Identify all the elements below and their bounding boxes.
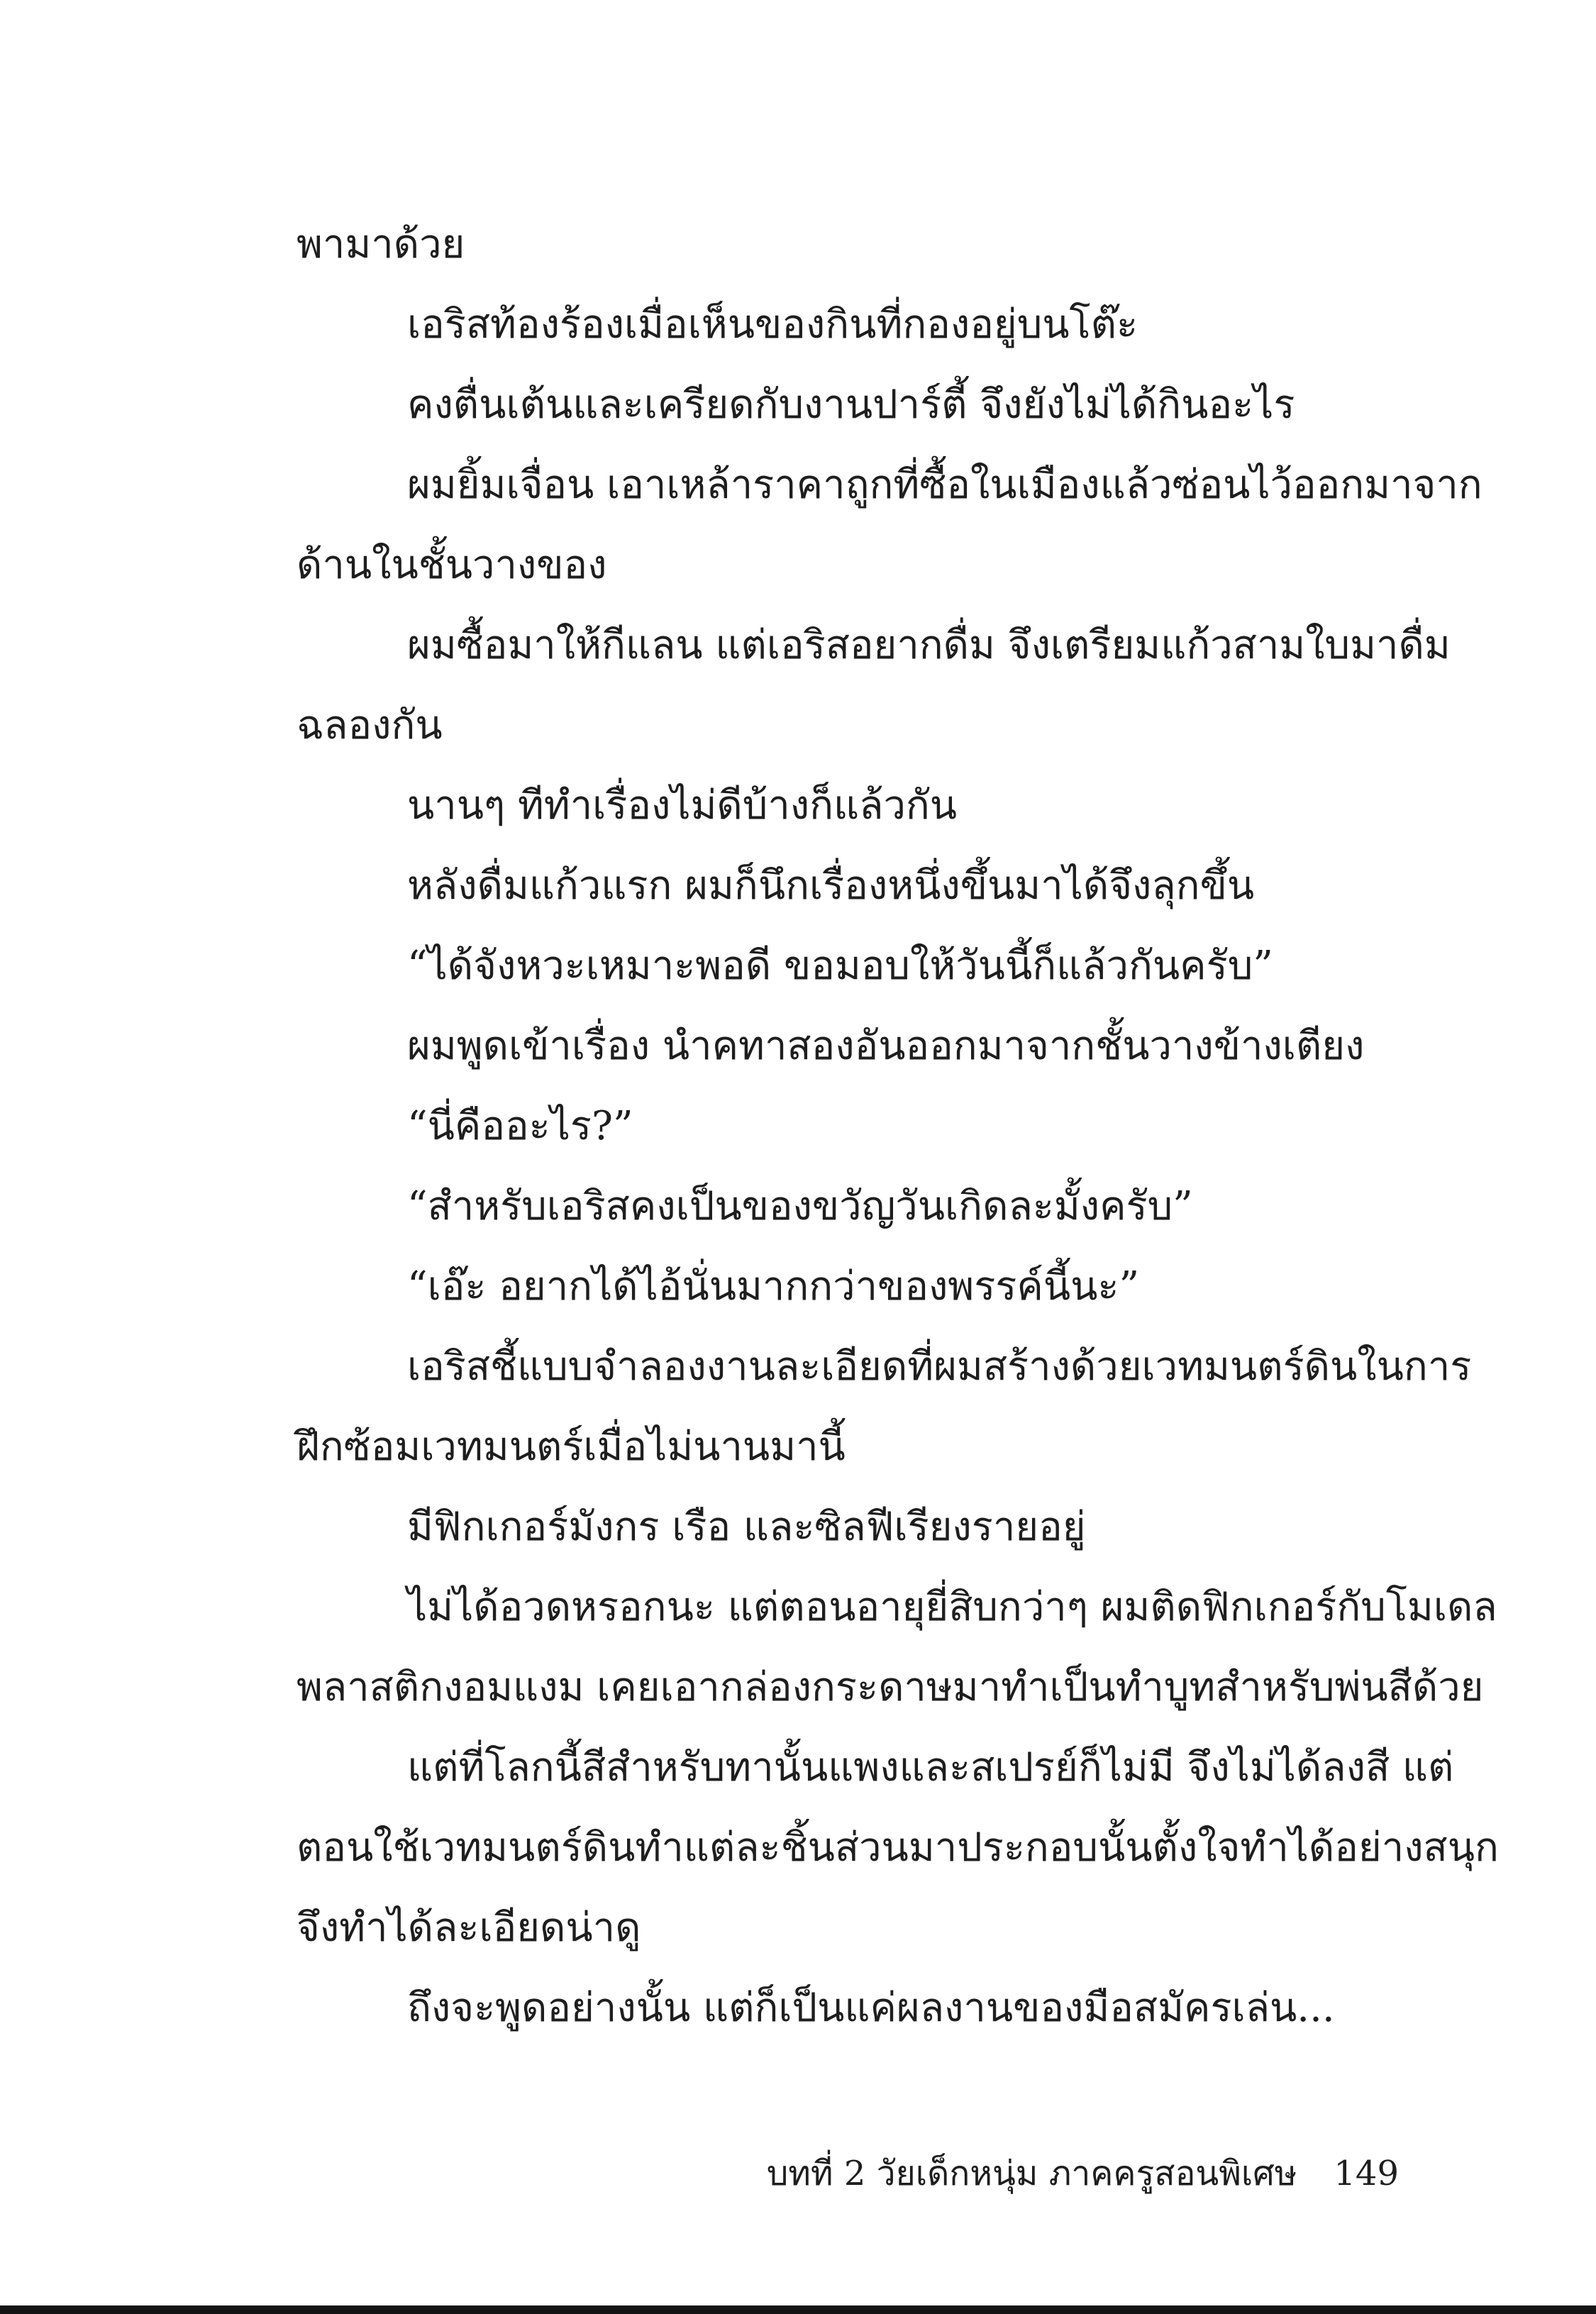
text-line: ฝึกซ้อมเวทมนตร์เมื่อไม่นานมานี้ bbox=[297, 1424, 846, 1470]
page-body bbox=[297, 204, 1499, 2048]
chapter-title: บทที่ 2 วัยเด็กหนุ่ม ภาคครูสอนพิเศษ bbox=[766, 2154, 1297, 2193]
paragraph-first-line: หลังดื่มแก้วแรก ผมก็นึกเรื่องหนึ่งขึ้นมาได้จึงลุกขึ้น bbox=[407, 863, 1255, 909]
text-line: ฉลองกัน bbox=[297, 702, 443, 748]
text-line: จึงทำได้ละเอียดน่าดู bbox=[297, 1905, 641, 1951]
paragraph-first-line: แต่ที่โลกนี้สีสำหรับทานั้นแพงและสเปรย์ก็ไม่มี จึงไม่ได้ลงสี แต่ bbox=[407, 1744, 1454, 1790]
dialogue-line: “ได้จังหวะเหมาะพอดี ขอมอบให้วันนี้ก็แล้วกันครับ” bbox=[407, 943, 1273, 989]
paragraph-first-line: ไม่ได้อวดหรอกนะ แต่ตอนอายุยี่สิบกว่าๆ ผมติดฟิกเกอร์กับโมเดล bbox=[407, 1584, 1497, 1630]
paragraph-first-line: มีฟิกเกอร์มังกร เรือ และซิลฟีเรียงรายอยู่ bbox=[407, 1504, 1086, 1550]
text-line: ด้านในชั้นวางของ bbox=[297, 542, 607, 588]
text-line: ตอนใช้เวทมนตร์ดินทำแต่ละชิ้นส่วนมาประกอบนั้นตั้งใจทำได้อย่างสนุก bbox=[297, 1825, 1499, 1871]
paragraph-first-line: ผมยิ้มเจื่อน เอาเหล้าราคาถูกที่ซื้อในเมืองแล้วซ่อนไว้ออกมาจาก bbox=[407, 462, 1483, 508]
page-number: 149 bbox=[1334, 2154, 1399, 2193]
paragraph-first-line: เอริสชี้แบบจำลองงานละเอียดที่ผมสร้างด้วยเวทมนตร์ดินในการ bbox=[407, 1344, 1472, 1390]
paragraph-first-line: นานๆ ทีทำเรื่องไม่ดีบ้างก็แล้วกัน bbox=[407, 782, 958, 829]
text-line: พามาด้วย bbox=[297, 221, 465, 267]
paragraph-first-line: ผมซื้อมาให้กีแลน แต่เอริสอยากดื่ม จึงเตรียมแก้วสามใบมาดื่ม bbox=[407, 622, 1451, 668]
paragraph-first-line: คงตื่นเต้นและเครียดกับงานปาร์ตี้ จึงยังไม่ได้กินอะไร bbox=[407, 382, 1295, 428]
paragraph-first-line: เอริสท้องร้องเมื่อเห็นของกินที่กองอยู่บนโต๊ะ bbox=[407, 301, 1138, 348]
dialogue-line: “เอ๊ะ อยากได้ไอ้นั่นมากกว่าของพรรค์นี้นะ” bbox=[407, 1263, 1140, 1310]
dialogue-line: “สำหรับเอริสคงเป็นของขวัญวันเกิดละมั้งครับ” bbox=[407, 1183, 1193, 1229]
text-line: พลาสติกงอมแงม เคยเอากล่องกระดาษมาทำเป็นทำบูทสำหรับพ่นสีด้วย bbox=[297, 1664, 1484, 1710]
bottom-rule bbox=[0, 2305, 1596, 2314]
running-footer bbox=[767, 2138, 1399, 2209]
paragraph-first-line: ผมพูดเข้าเรื่อง นำคทาสองอันออกมาจากชั้นวางข้างเตียง bbox=[407, 1023, 1365, 1069]
paragraph-first-line: ถึงจะพูดอย่างนั้น แต่ก็เป็นแค่ผลงานของมือสมัครเล่น... bbox=[407, 1985, 1335, 2031]
dialogue-line: “นี่คืออะไร?” bbox=[407, 1103, 633, 1149]
